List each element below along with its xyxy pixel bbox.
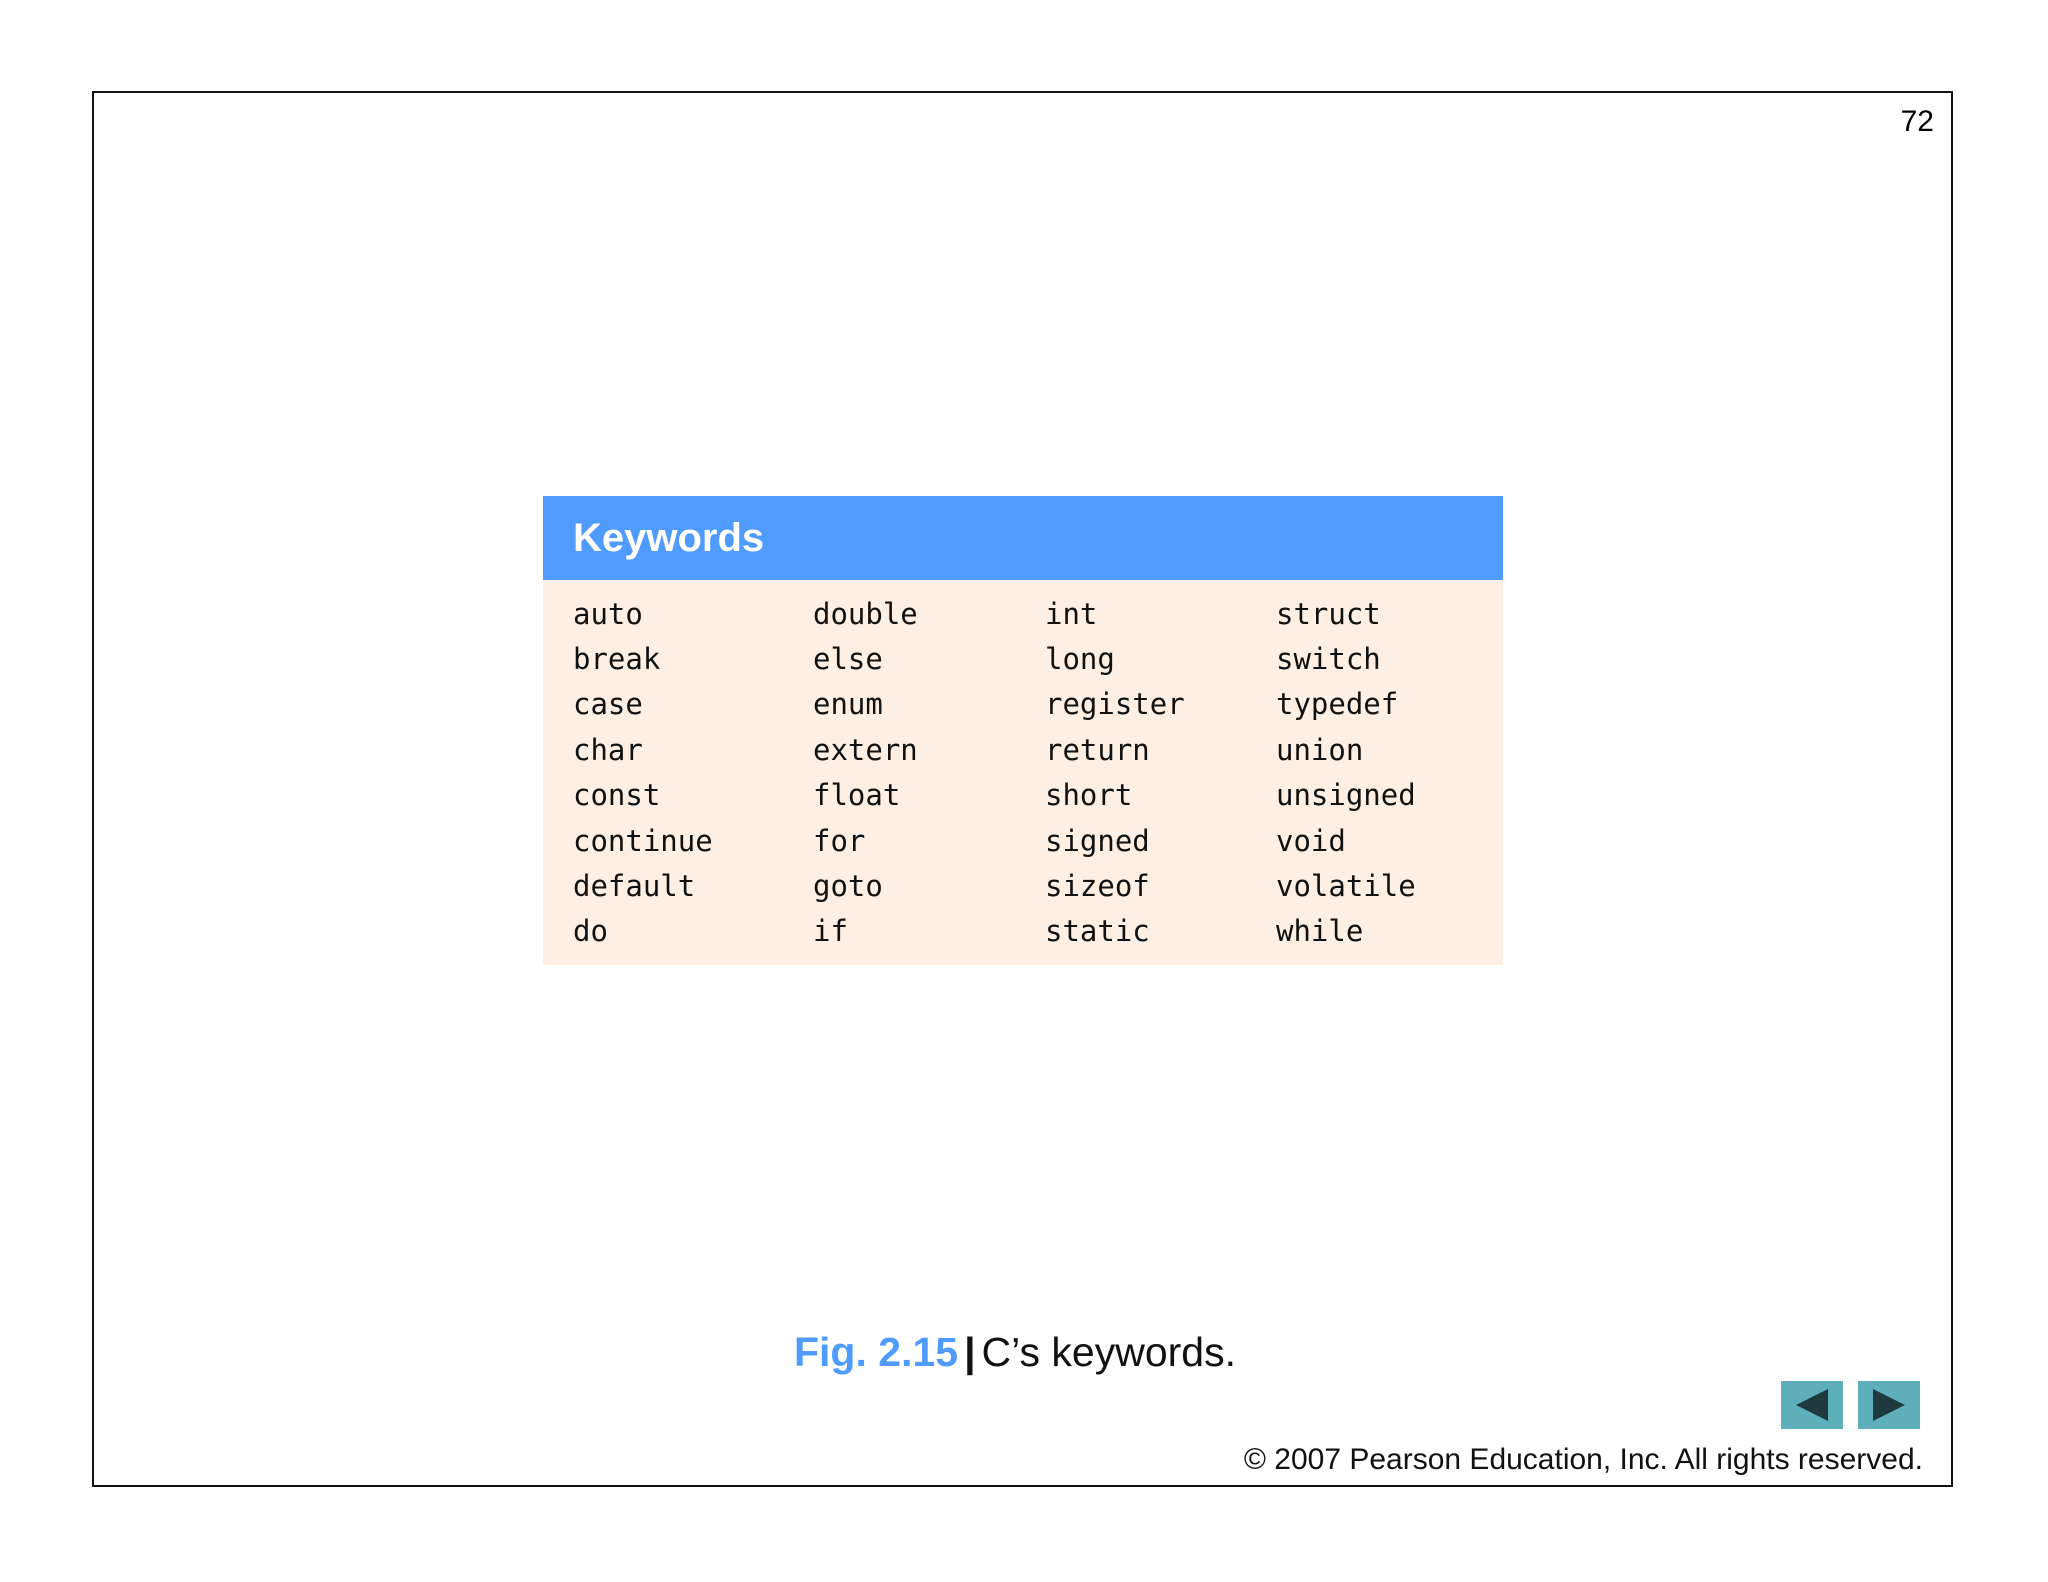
keyword-cell: union: [1276, 732, 1364, 767]
table-body: [543, 580, 1503, 965]
page-number: 72: [1900, 105, 1934, 138]
caption-text: C’s keywords.: [981, 1329, 1236, 1375]
keyword-cell: static: [1045, 914, 1150, 949]
triangle-left-icon: [1792, 1387, 1832, 1423]
keyword-cell: return: [1045, 732, 1150, 767]
next-slide-button[interactable]: [1858, 1381, 1920, 1429]
keyword-cell: void: [1276, 823, 1346, 858]
table-row: [543, 863, 1503, 908]
caption-separator: |: [964, 1329, 976, 1375]
keyword-cell: sizeof: [1045, 869, 1150, 904]
table-row: [543, 727, 1503, 772]
table-row: [543, 773, 1503, 818]
table-row: [543, 909, 1503, 954]
table-row: [543, 591, 1503, 636]
slide-frame: [92, 91, 1953, 1487]
triangle-right-icon: [1869, 1387, 1909, 1423]
keyword-cell: if: [813, 914, 848, 949]
keyword-cell: switch: [1276, 642, 1381, 677]
keyword-cell: typedef: [1276, 687, 1399, 722]
keyword-cell: char: [573, 732, 643, 767]
table-row: [543, 636, 1503, 681]
keyword-cell: extern: [813, 732, 918, 767]
keyword-cell: int: [1045, 596, 1098, 631]
keyword-cell: double: [813, 596, 918, 631]
copyright-notice: © 2007 Pearson Education, Inc. All rights reserved.: [1243, 1443, 1923, 1476]
table-header: Keywords: [543, 496, 1503, 580]
keyword-cell: enum: [813, 687, 883, 722]
keyword-cell: unsigned: [1276, 778, 1416, 813]
keyword-cell: long: [1045, 642, 1115, 677]
slide-navigation: [1781, 1381, 1920, 1429]
keyword-cell: for: [813, 823, 866, 858]
keyword-cell: register: [1045, 687, 1185, 722]
keyword-cell: struct: [1276, 596, 1381, 631]
figure-caption: [794, 1329, 1236, 1376]
figure-label: Fig. 2.15: [794, 1329, 959, 1375]
keywords-table: [543, 496, 1503, 965]
keyword-cell: break: [573, 642, 661, 677]
previous-slide-button[interactable]: [1781, 1381, 1843, 1429]
keyword-cell: short: [1045, 778, 1133, 813]
keyword-cell: signed: [1045, 823, 1150, 858]
keyword-cell: float: [813, 778, 901, 813]
keyword-cell: else: [813, 642, 883, 677]
keyword-cell: volatile: [1276, 869, 1416, 904]
keyword-cell: continue: [573, 823, 713, 858]
keyword-cell: goto: [813, 869, 883, 904]
table-row: [543, 818, 1503, 863]
keyword-cell: do: [573, 914, 608, 949]
keyword-cell: const: [573, 778, 661, 813]
table-row: [543, 682, 1503, 727]
keyword-cell: while: [1276, 914, 1364, 949]
keyword-cell: auto: [573, 596, 643, 631]
keyword-cell: case: [573, 687, 643, 722]
keyword-cell: default: [573, 869, 696, 904]
